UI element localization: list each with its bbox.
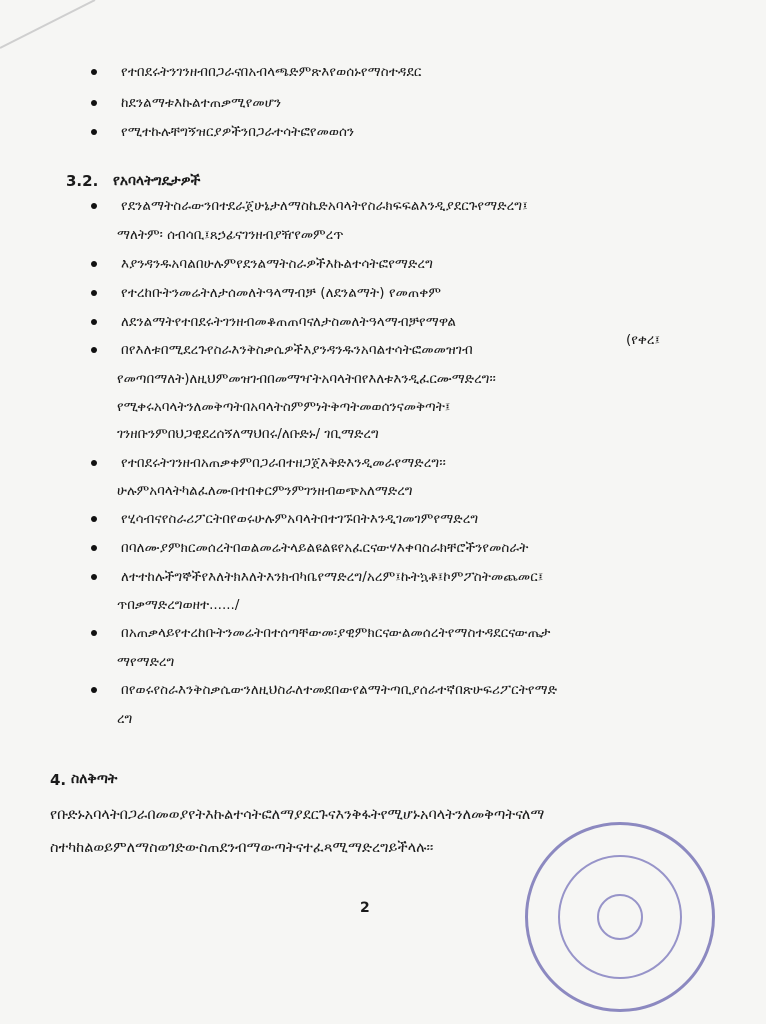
list-item-text: በአጠቃላይየተረከቡትንመሬትበተሰጣቸውመ፡ያዊምክርናውልመሰረትየማስተዳደርናውጤታ — [121, 625, 551, 641]
list-item-continuation: ማለትም፡ ሰብሳቢ፤ጸኃፊናገንዘብያዥየመምረጥ — [117, 227, 344, 243]
bullet-dot-icon — [91, 347, 97, 353]
bullet-dot-icon — [91, 290, 97, 296]
list-item-text: በባለሙያምክርመሰረትበወልመሬትላይልዩልዩየአፈርናውሃእቀባስራክቸሮችንየመስራት — [121, 540, 529, 556]
section-4-title: ስለቅጣት — [71, 771, 118, 787]
list-item-text: የተበደሩትገንዘብአጠቃቀምበጋራበተዘጋጀእቅድእንዲመራየማድረግ፡፡ — [121, 455, 446, 471]
list-item-text: የሂሳብናየስራሪፖርትበየወሩሁሉምአባላትበተገኙበትእንዲገመገምየማድረግ — [121, 511, 479, 527]
bullet-dot-icon — [91, 460, 97, 466]
list-item — [121, 341, 473, 359]
section-3-2-number: 3.2. — [66, 172, 99, 190]
list-item — [121, 63, 422, 81]
bullet-dot-icon — [91, 545, 97, 551]
seal-emblem-icon — [597, 894, 643, 940]
list-item-text: ለተተከሉችግኞችየእለትክእለትእንክብካቤየማድረግ/አረም፤ኩትኳቶ፤ኮምፖስትመጨመር፤ — [121, 569, 544, 585]
seal-inner-ring — [558, 855, 682, 979]
list-item-continuation: የሚቀሩአባላትንለመቅጣትበአባላትስምምነትቅጣትመወሰንናመቅጣት፤ — [117, 399, 451, 415]
bullet-dot-icon — [91, 203, 97, 209]
bullet-dot-icon — [91, 100, 97, 106]
page-number: 2 — [360, 900, 370, 916]
list-item-continuation: ገንዘቡንምበህጋዊደረሰኝለማህበሩ/ለቡድኑ/ ገቢማድረግ — [117, 426, 379, 442]
bullet-dot-icon — [91, 687, 97, 693]
list-item-text: የሚተኩሉቸግኝዝርያዎችንበጋራተሳትፎየመወሰን — [121, 124, 355, 140]
list-item-continuation: ማየማድረግ — [117, 654, 175, 670]
list-item — [121, 454, 446, 472]
bullet-dot-icon — [91, 319, 97, 325]
list-item — [121, 123, 354, 141]
list-item-text: የተረከቡትንመሬትለታሰመለትዓላማብቻ (ለደንልማት) የመጠቀም — [121, 285, 442, 301]
list-item — [121, 681, 557, 699]
list-item — [121, 539, 528, 557]
list-item — [121, 568, 543, 586]
bullet-dot-icon — [91, 129, 97, 135]
page-fold-mark — [0, 0, 120, 60]
list-item-aside: (የቀረ፤ — [626, 332, 661, 348]
list-item-continuation: የመጣበማለት)ለዚህምመዝገብበመማዣትአባላትበየእለቱእንዲፈርሙማድረግ፡፡ — [117, 371, 496, 387]
bullet-dot-icon — [91, 69, 97, 75]
list-item-text: በየእለቱበሚደረጉየስራእንቅስቃሴዎችእያንዳንዱንአባልተሳትፎመመዝገብ — [121, 342, 473, 358]
bullet-dot-icon — [91, 516, 97, 522]
list-item-text: የደንልማትስራውንበተደራጀሁኔታለማስኬድአባላትየስራክፍፍልእንዲያደርጉየማድረግ፤ — [121, 198, 528, 214]
section-3-2-title: የአባላትግዴታዎች — [113, 173, 201, 189]
list-item — [121, 624, 551, 642]
list-item — [121, 284, 441, 302]
list-item — [121, 510, 478, 528]
section-4-number: 4. — [50, 771, 67, 789]
bullet-dot-icon — [91, 630, 97, 636]
list-item — [121, 255, 433, 273]
list-item-continuation: ረግ — [117, 711, 133, 727]
seal-stamp-icon — [525, 822, 715, 1012]
list-item — [121, 197, 528, 215]
list-item-text: በየወሩየስራእንቅስቃሴውንለዚህስራለተመደበውየልማትጣቢያሰራተኛበጽሁፍሪፖርትየማድ — [121, 682, 558, 698]
list-item-text: ለደንልማትየተበደሩትገንዘብመቆጠጠባናለታስመለትዓላማብቻየማዋል — [121, 314, 457, 330]
list-item-text: የተበደሩትንገንዘብበጋራናበአብላጫድምጽእየወሰኑየማስተዳደር — [121, 64, 422, 80]
section-4-paragraph-line: የቡድኑአባላትበጋራበመወያየትእኩልተሳትፎለማያደርጉናእንቅፋትየሚሆኑአባላትንለመቅጣትናለማ — [50, 807, 545, 823]
bullet-dot-icon — [91, 261, 97, 267]
list-item — [121, 313, 456, 331]
list-item-text: ከደንልማቱእኩልተጠቃሚየመሆን — [121, 95, 282, 111]
list-item — [121, 94, 281, 112]
bullet-dot-icon — [91, 574, 97, 580]
list-item-continuation: ጥበቃማድረግወዘተ....../ — [117, 597, 240, 613]
section-4-paragraph-line: ስተካከልወይምለማስወገድውስጠደንብማውጣትናተፈጻሚማድረግይችላሉ፡፡ — [50, 840, 434, 856]
list-item-continuation: ሁሉምአባላትካልፈለሙበተበቀርምንምገንዘብወጭአለማድረግ — [117, 483, 413, 499]
list-item-text: እያንዳንዱአባልበሁሉምየደንልማትስራዎችእኩልተሳትፎየማድረግ — [121, 256, 434, 272]
